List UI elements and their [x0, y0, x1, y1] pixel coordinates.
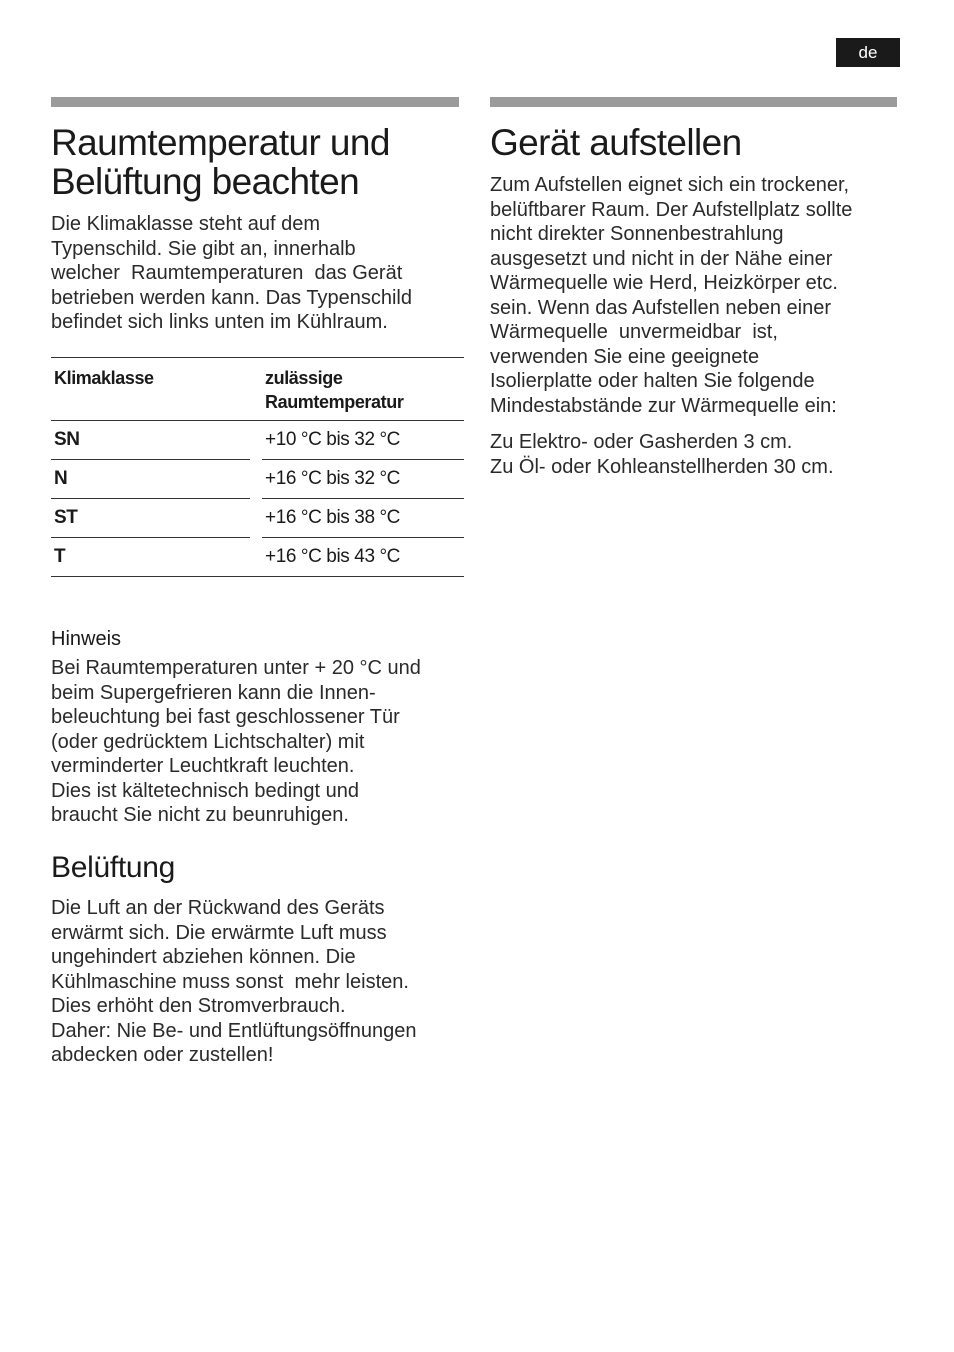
text-line: verwenden Sie eine geeignete: [490, 345, 760, 368]
table-row: [51, 460, 464, 499]
text-line: Kühlmaschine muss sonst mehr leisten.: [51, 970, 409, 993]
class-cell: N: [51, 460, 250, 499]
right-column: [490, 97, 897, 479]
hinweis-paragraph: [51, 656, 463, 828]
class-cell: ST: [51, 499, 250, 538]
table-gap: [250, 538, 262, 577]
text-line: ausgesetzt und nicht in der Nähe einer: [490, 247, 833, 270]
table-gap: [250, 499, 262, 538]
header-line: zulässige: [265, 368, 343, 388]
belueftung-paragraph: [51, 896, 471, 1068]
text-line: Daher: Nie Be- und Entlüftungsöffnungen: [51, 1019, 417, 1042]
text-line: Mindestabstände zur Wärmequelle ein:: [490, 394, 837, 417]
text-line: beleuchtung bei fast geschlossener Tür: [51, 706, 400, 728]
climate-class-table: [51, 357, 464, 577]
left-column: [51, 97, 463, 335]
text-line: abdecken oder zustellen!: [51, 1044, 274, 1066]
text-line: Die Luft an der Rückwand des Geräts: [51, 897, 385, 919]
temp-cell: +16 °C bis 32 °C: [262, 460, 464, 499]
section-title-raumtemperatur: [51, 123, 463, 201]
text-line: belüftbarer Raum. Der Aufstellplatz sollte: [490, 198, 853, 221]
abstand-paragraph: [490, 430, 897, 479]
text-line: verminderter Leuchtkraft leuchten.: [51, 755, 355, 777]
text-line: beim Supergefrieren kann die Innen-: [51, 681, 376, 704]
class-cell: SN: [51, 421, 250, 460]
temp-cell: +10 °C bis 32 °C: [262, 421, 464, 460]
text-line: Wärmequelle wie Herd, Heizkörper etc.: [490, 272, 838, 294]
temp-cell: +16 °C bis 43 °C: [262, 538, 464, 577]
hinweis-block: [51, 627, 463, 828]
title-line: Belüftung beachten: [51, 161, 360, 202]
text-line: welcher Raumtemperaturen das Gerät: [51, 262, 403, 284]
table-row: [51, 538, 464, 577]
text-line: nicht direkter Sonnenbestrahlung: [490, 223, 784, 245]
text-line: betrieben werden kann. Das Typenschild: [51, 286, 412, 309]
text-line: Zum Aufstellen eignet sich ein trockener,: [490, 174, 850, 196]
aufstellen-paragraph: [490, 173, 897, 418]
text-line: Bei Raumtemperaturen unter + 20 °C und: [51, 657, 421, 679]
temp-cell: +16 °C bis 38 °C: [262, 499, 464, 538]
table-row: [51, 421, 464, 460]
text-line: erwärmt sich. Die erwärmte Luft muss: [51, 921, 387, 944]
text-line: (oder gedrücktem Lichtschalter) mit: [51, 730, 365, 753]
text-line: Zu Öl- oder Kohleanstellherden 30 cm.: [490, 455, 834, 478]
text-line: Wärmequelle unvermeidbar ist,: [490, 321, 778, 343]
table-row: [51, 499, 464, 538]
table-gap: [250, 421, 262, 460]
header-klimaklasse: Klimaklasse: [51, 358, 250, 421]
text-line: befindet sich links unten im Kühlraum.: [51, 311, 388, 333]
text-line: Typenschild. Sie gibt an, innerhalb: [51, 237, 356, 260]
section-rule: [51, 97, 459, 107]
text-line: Die Klimaklasse steht auf dem: [51, 213, 321, 235]
section-title-belueftung: Belüftung: [51, 851, 176, 884]
language-badge: de: [836, 38, 900, 67]
section-title-geraet-aufstellen: Gerät aufstellen: [490, 122, 742, 163]
hinweis-label: Hinweis: [51, 628, 122, 650]
section-rule: [490, 97, 897, 107]
belueftung-section: [51, 851, 471, 1068]
class-cell: T: [51, 538, 250, 577]
table-gap: [250, 460, 262, 499]
text-line: braucht Sie nicht zu beunruhigen.: [51, 804, 349, 826]
table-header-row: [51, 358, 464, 421]
header-raumtemperatur: [262, 358, 464, 421]
title-line: Raumtemperatur und: [51, 122, 390, 163]
text-line: Isolierplatte oder halten Sie folgende: [490, 370, 815, 392]
text-line: ungehindert abziehen können. Die: [51, 946, 356, 968]
text-line: Dies ist kältetechnisch bedingt und: [51, 779, 359, 802]
text-line: Dies erhöht den Stromverbrauch.: [51, 995, 346, 1017]
table-gap: [250, 358, 262, 421]
header-line: Raumtemperatur: [265, 392, 404, 412]
intro-paragraph: [51, 212, 463, 335]
text-line: Zu Elektro- oder Gasherden 3 cm.: [490, 431, 793, 453]
text-line: sein. Wenn das Aufstellen neben einer: [490, 296, 831, 319]
